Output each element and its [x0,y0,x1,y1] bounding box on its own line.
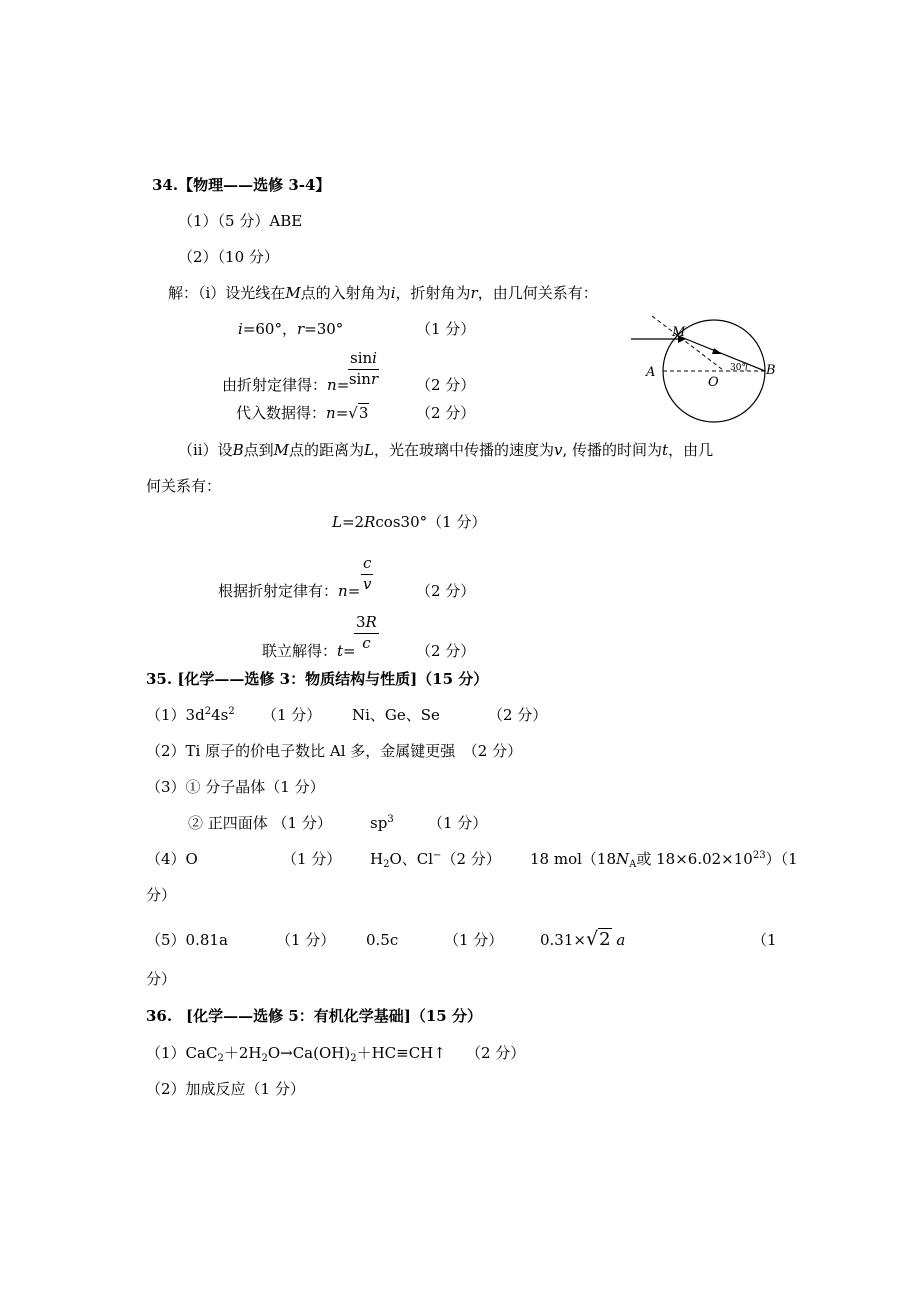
score-angles: （1 分） [416,320,476,338]
score-substitute: （2 分） [416,404,476,422]
q35-5-b: 0.5c [366,931,399,949]
label-angle-30: 30° [730,363,746,373]
q34-part-ii-line2: 何关系有： [146,477,222,495]
q35-4-h: H [370,850,384,868]
sqrt-sign: √ [348,404,358,422]
label-A: A [646,365,656,380]
q35-3b: ② 正四面体 （1 分） [188,814,332,832]
ii-a: （ii）设 [178,441,233,459]
v-var: v [362,575,372,593]
law-label-line [218,584,360,599]
t-num: 3 [356,613,366,631]
section-36-number: 36. [146,1007,173,1025]
sin-den-r: r [370,370,379,388]
q35-5-a-var: a [616,931,626,949]
score-refraction: （2 分） [416,376,476,394]
refracted-arrow [712,348,722,354]
law-label: 根据折射定律有： [218,582,339,600]
3R-over-c-fraction [354,615,379,651]
solve-end: ，由几何关系有： [477,284,598,302]
q36-1-score: （2 分） [466,1044,526,1062]
sub-eq: = [335,404,349,422]
q36-1-sub2: 2 [261,1053,268,1064]
c-numerator [361,556,373,575]
refr-eq: = [336,376,350,394]
sub-label: 代入数据得： [236,404,327,422]
q36-1-sub1: 2 [217,1053,224,1064]
q35-1-elements: Ni、Ge、Se [352,706,440,724]
section-34-heading: 34.【物理——选修 3-4】 [152,176,331,194]
q35-5-c [540,930,625,949]
q35-5-end: （1 [752,931,777,949]
q35-5-sqrt-sign: √ [585,928,599,950]
L-eq: =2 [341,513,365,531]
sin-fraction [348,351,379,387]
q35-1-score: （1 分） [262,706,322,724]
law-eq: = [347,582,361,600]
q35-4-or: 或 18×6.02×10 [636,850,753,868]
joint-label: 联立解得： [262,642,338,660]
sin-numerator [348,351,379,370]
angle-arc [746,364,747,371]
q35-4-score2: （2 分） [441,850,501,868]
refr-label: 由折射定律得： [222,376,328,394]
solve-mid1: 点的入射角为 [300,284,391,302]
ii-t: t [662,441,669,459]
ii-c: 点的距离为 [289,441,365,459]
q35-4-formula [370,850,501,870]
refr-n: n [327,376,337,394]
q36-1-d: ＋HC≡CH↑ [356,1044,446,1062]
normal-line [652,316,723,370]
substitute-label [236,406,369,421]
c-var: c [363,554,372,572]
q35-3: （3）① 分子晶体（1 分） [146,778,325,796]
q35-1-sup2: 2 [228,706,235,717]
q35-1-sup1: 2 [204,706,212,717]
q36-2: （2）加成反应（1 分） [146,1080,305,1098]
sp-sup: 3 [387,814,394,825]
L-R: R [364,513,376,531]
angles-line [238,322,343,337]
q35-5-cont: 分） [146,970,177,988]
q35-5-sqrt-val: 2 [599,929,611,950]
law-n: n [338,582,348,600]
q35-4-score: （1 分） [282,850,342,868]
t-num-R: R [365,613,377,631]
q35-5-score: （1 分） [276,931,336,949]
q34-part1: （1）（5 分）ABE [178,212,303,230]
q35-3b-score: （1 分） [428,814,488,832]
refraction-law-label [222,378,349,393]
q35-2: （2）Ti 原子的价电子数比 Al 多，金属键更强 （2 分） [146,742,523,760]
label-M: M [672,325,686,340]
solve-prefix: 解：（i）设光线在 [168,284,286,302]
q35-5-a: （5）0.81a [146,931,228,949]
ii-L: L [364,441,374,459]
q36-1 [146,1044,446,1064]
q35-1-b: 4s [211,706,229,724]
q35-4-NA: N [616,850,630,868]
q34-solution-intro [168,286,598,301]
3R-numerator [354,615,379,634]
q35-4-NA-sub: A [629,859,637,870]
q36-1-c: O→Ca(OH) [267,1044,351,1062]
angle-r-var: r [296,320,305,338]
q35-4-exp: 23 [752,850,766,861]
q35-4-end: ）（1 [765,850,798,868]
q35-4-sub: 2 [383,859,390,870]
v-denominator [361,575,373,592]
q35-4-minus: − [433,850,442,861]
q35-1 [146,708,235,723]
ii-v: v [554,441,563,459]
L-var: L [332,513,342,531]
angle-r-val: =30° [304,320,344,338]
q36-1-sub3: 2 [350,1053,357,1064]
ii-d: ，光在玻璃中传播的速度为 [374,441,555,459]
L-cos: cos30°（1 分） [375,513,487,531]
L-equation [332,515,486,530]
sqrt-3-value: 3 [358,404,369,422]
q36-1-a: （1）CaC [146,1044,218,1062]
solve-mid2: ，折射角为 [395,284,471,302]
q35-5-c-text: 0.31× [540,931,586,949]
c-denominator [354,634,379,651]
section-35-heading: 35. [化学——选修 3：物质结构与性质]（15 分） [146,670,489,688]
q34-part-ii-line1 [178,443,713,458]
sin-den-text: sin [348,370,371,388]
var-i: i [390,284,396,302]
refraction-circle-figure [628,314,784,426]
q35-5-score2: （1 分） [444,931,504,949]
joint-eq: = [343,642,356,660]
var-r: r [470,284,478,302]
sin-num-i: i [372,349,377,367]
sp: sp [370,814,388,832]
sub-n: n [326,404,336,422]
angle-i-var: i [238,320,243,338]
ii-B: B [232,441,244,459]
q35-4-a: （4）O [146,850,198,868]
sin-denominator [348,370,379,387]
angle-i-val: =60°， [242,320,297,338]
q35-4-mol [530,850,798,870]
label-B: B [766,363,776,378]
q34-part2: （2）（10 分） [178,248,279,266]
score-law: （2 分） [416,582,476,600]
c-over-v-fraction [361,556,373,592]
q35-1-score2: （2 分） [488,706,548,724]
ii-e: , 传播的时间为 [562,441,663,459]
label-O: O [708,375,719,390]
q35-1-a: （1）3d [146,706,205,724]
joint-t: t [337,642,344,660]
q35-4-cont: 分） [146,886,177,904]
section-36-heading: [化学——选修 5：有机化学基础]（15 分） [186,1007,482,1025]
t-den: c [362,634,371,652]
var-M: M [285,284,301,302]
sin-num-text: sin [350,349,373,367]
q35-4-rest: O、Cl [389,850,434,868]
score-joint: （2 分） [416,642,476,660]
joint-label-line [262,644,356,659]
q35-4-mol-a: 18 mol（18 [530,850,616,868]
ii-M: M [273,441,290,459]
q35-3b-sp3 [370,816,394,831]
ii-f: ，由几 [668,441,714,459]
q36-1-b: ＋2H [223,1044,262,1062]
ii-b: 点到 [243,441,274,459]
